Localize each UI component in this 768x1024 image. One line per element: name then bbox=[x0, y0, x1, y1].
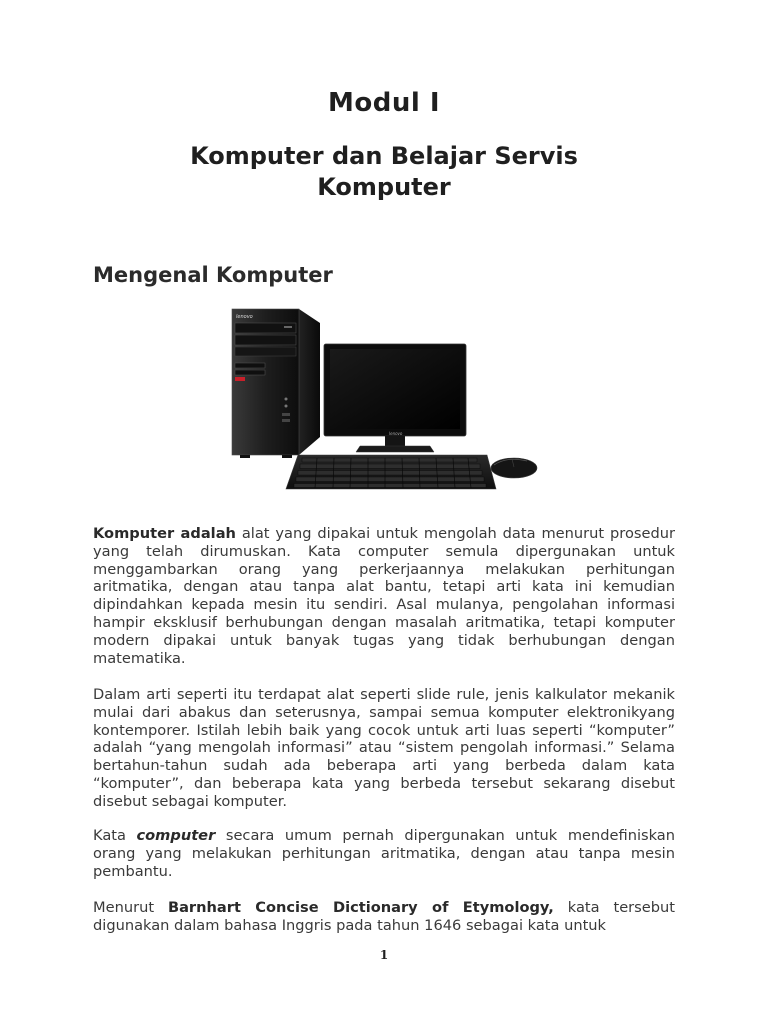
mouse bbox=[491, 458, 537, 478]
paragraph-computer-word-text: secara umum pernah dipergunakan untuk mendefiniskan orang yang melakukan perhitungan aritmatika, dengan atau tanpa mesin pembantu. bbox=[93, 827, 675, 880]
main-title bbox=[0, 141, 768, 203]
page-number: 1 bbox=[379, 948, 389, 962]
paragraph-computer-word bbox=[93, 827, 675, 880]
paragraph-etymology-pre: Menurut bbox=[93, 899, 168, 916]
paragraph-definition bbox=[93, 525, 675, 667]
paragraph-definition-text: alat yang dipakai untuk mengolah data menurut prosedur yang telah dirumuskan. Kata computer semula dipergunakan untuk menggambarkan orang yang perkerjaannya melakukan perhitungan aritmatika, dengan atau tanpa alat bantu, tetapi arti kata ini kemudian dipindahkan kepada mesin itu sendiri. Asal mulanya, pengolahan informasi hampir eksklusif berhubungan dengan masalah aritmatika, tetapi komputer modern dipakai untuk banyak tugas yang tidak berhubungan dengan matematika. bbox=[93, 525, 675, 667]
monitor-brand-label: lenovo bbox=[389, 431, 403, 436]
tower-case bbox=[232, 309, 320, 458]
paragraph-etymology-text: kata tersebut digunakan dalam bahasa Inggris pada tahun 1646 sebagai kata untuk bbox=[93, 899, 675, 934]
paragraph-computer-word-term: computer bbox=[136, 827, 216, 844]
paragraph-computer-word-pre: Kata bbox=[93, 827, 137, 844]
computer-illustration bbox=[222, 305, 552, 495]
tower-brand-label: lenovo bbox=[236, 314, 253, 320]
paragraph-etymology-source: Barnhart Concise Dictionary of Etymology, bbox=[167, 899, 554, 916]
paragraph-meaning-text: Dalam arti seperti itu terdapat alat seperti slide rule, jenis kalkulator mekanik mulai dari abakus dan seterusnya, sampai semua komputer elektronikyang kontemporer. Istilah lebih baik yang cocok untuk arti luas seperti “komputer” adalah “yang mengolah informasi” atau “sistem pengolah informasi.” Selama bertahun-tahun sudah ada beberapa arti yang berbeda dalam kata “komputer”, dan beberapa kata yang berbeda tersebut sekarang disebut disebut sebagai komputer. bbox=[93, 686, 675, 810]
monitor bbox=[324, 344, 466, 452]
paragraph-etymology bbox=[93, 899, 675, 935]
main-title-line-2: Komputer bbox=[317, 173, 451, 201]
section-heading: Mengenal Komputer bbox=[93, 263, 333, 287]
paragraph-meaning bbox=[93, 686, 675, 811]
keyboard bbox=[286, 455, 496, 489]
main-title-line-1: Komputer dan Belajar Servis bbox=[190, 142, 578, 170]
paragraph-definition-lead: Komputer adalah bbox=[93, 525, 236, 542]
module-title: Modul I bbox=[328, 88, 440, 118]
